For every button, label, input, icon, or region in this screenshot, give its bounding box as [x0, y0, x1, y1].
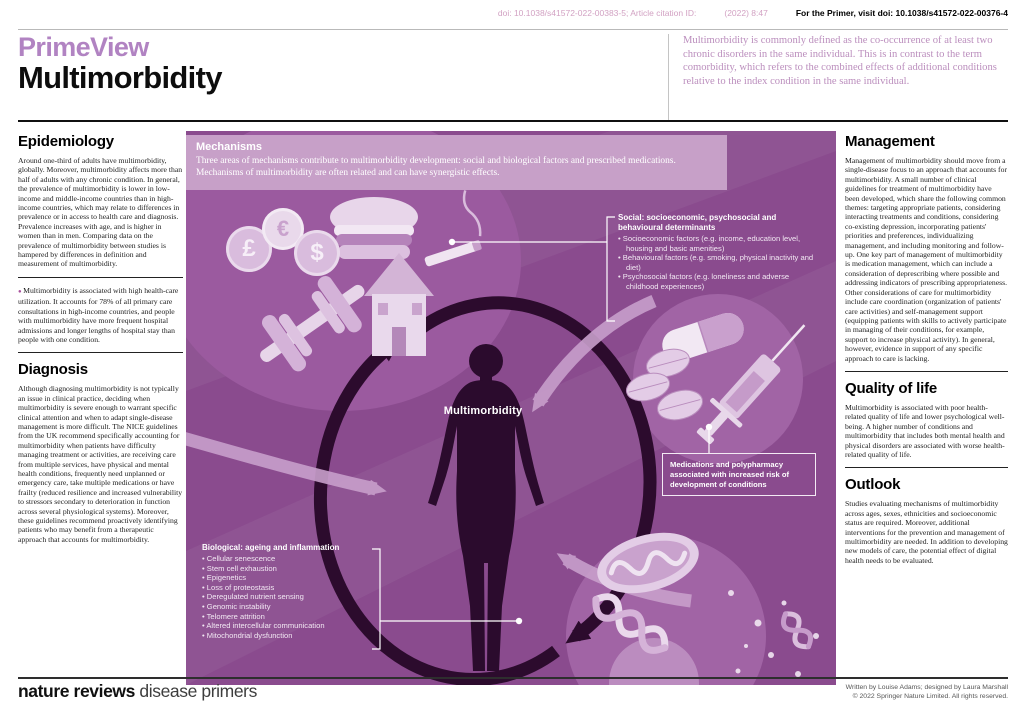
credit-copyright: © 2022 Springer Nature Limited. All rights reserved. [852, 693, 1008, 700]
diagnosis-body: Although diagnosing multimorbidity is not typically an issue in clinical practice, deciding when multimorbidity is severe enough to warrant specific clinical attention and when to adapt single-disease management is more difficult. The NICE guidelines from the UK recommend specifically accounting for multimorbidity when patients have difficulty managing treatment or activities, are receiving care from multiple services, have physical and mental health conditions, frequently need unplanned or emergency care, take multiple medications or have frailty (reduced resilience and increased vulnerability to stressors secondary to deterioration in function across several physiological systems). Moreover, these guidelines recommend proactively identifying patients who may benefit from a therapeutic approach that accounts for multimorbidity. [18, 384, 183, 544]
biological-bullet: • Altered intercellular communication [202, 621, 370, 631]
biological-callout-list [202, 554, 370, 640]
epidemiology-callout: ● Multimorbidity is associated with high health-care utilization. It accounts for 78% of all primary care consultations in high-income countries, and people with multimorbidity have more frequent hospital admissions and longer lengths of hospital stay than people with one condition. [18, 286, 183, 344]
footer-wordmark [18, 683, 257, 701]
diagnosis-heading: Diagnosis [18, 361, 88, 379]
wordmark-disease-primers: disease primers [134, 681, 257, 701]
footer-rule [18, 677, 1008, 679]
definition-text: Multimorbidity is commonly defined as the co-occurrence of at least two chronic disorders in the same individual. This is in contrast to the term comorbidity, which refers to the combined effects of additional conditions relative to the index condition in the same individual. [668, 34, 1008, 120]
biological-bullet: • Cellular senescence [202, 554, 370, 564]
epidemiology-heading: Epidemiology [18, 133, 114, 150]
credits [846, 683, 1008, 701]
right-column [845, 131, 1008, 685]
brand-primeview: PrimeView [18, 32, 149, 62]
biological-bullet: • Deregulated nutrient sensing [202, 592, 370, 602]
top-hairline [18, 29, 1008, 30]
social-bullet: • Behavioural factors (e.g. smoking, physical inactivity and diet) [618, 253, 823, 272]
divider [845, 467, 1008, 468]
dna-small-icon [779, 609, 815, 651]
social-callout-heading: Social: socioeconomic, psychosocial and behavioural determinants [618, 213, 777, 232]
header-rule [18, 120, 1008, 122]
credit-authors: Written by Louise Adams; designed by Laura Marshall [845, 684, 1008, 691]
footer [18, 683, 1008, 701]
mechanisms-header-band [186, 135, 727, 190]
social-bullet: • Socioeconomic factors (e.g. income, education level, housing and basic amenities) [618, 234, 823, 253]
social-bullet: • Psychosocial factors (e.g. loneliness and adverse childhood experiences) [618, 272, 823, 291]
divider [845, 371, 1008, 372]
page-title: Multimorbidity [18, 59, 222, 95]
dollar-coin-icon: $ [294, 230, 340, 276]
quality-of-life-heading: Quality of life [845, 379, 938, 397]
biological-bullet: • Epigenetics [202, 573, 370, 583]
mechanisms-intro: Three areas of mechanisms contribute to multimorbidity development: social and biological factors and prescribed medications. Mechanisms of multimorbidity are often related and can have synergistic effects. [196, 156, 676, 179]
outlook-heading: Outlook [845, 476, 901, 494]
left-column [18, 131, 183, 685]
biological-bullet: • Telomere attrition [202, 612, 370, 622]
article-doi: doi: 10.1038/s41572-022-00383-5; Article citation ID: [497, 8, 697, 18]
burger-icon [330, 197, 418, 259]
divider [18, 352, 183, 353]
management-body: Management of multimorbidity should move from a single-disease focus to an approach that accounts for multimorbidity. A small number of clinical guidelines for treatment of multimorbidity have been developed, which share the following common themes: targeting appropriate patients, considering interacting treatments and conditions, considering co-existing depression, incorporating patients' priorities and preferences, individualizing management, and including monitoring and follow-up. One key part of management of multimorbidity is medication management, which can include a consideration of deprescribing where possible and addressing indicators of prescribing appropriateness. Other considerations of care for multimorbidity include care coordination (organization of patients' care activities) and self-management support (equipping patients with skills to actively participate in managing of their conditions, for example, support to increase physical activity). In general, however, evidence in support of any specific approach to care is lacking. [845, 156, 1008, 363]
meta-bar [18, 8, 1008, 18]
mechanisms-panel [186, 131, 836, 685]
biological-callout [202, 543, 370, 640]
management-heading: Management [845, 133, 935, 150]
biological-bullet: • Stem cell exhaustion [202, 564, 370, 574]
epidemiology-body: Around one-third of adults have multimorbidity, globally. Moreover, multimorbidity affects more than half of adults with any chronic condition. In general, the prevalence of multimorbidity is lower in low-income and middle-income countries than in high-income countries, which may relate to differences in prevalence or in access to health care and diagnosis. Prevalence increases with age, and is higher in women than in men. Comparing data on the prevalence of multimorbidity between studies is hampered by differences in definition and measurement of multimorbidity. [18, 156, 183, 269]
biological-bullet: • Mitochondrial dysfunction [202, 631, 370, 641]
multimorbidity-center-label: Multimorbidity [443, 405, 523, 417]
pound-coin-icon: £ [226, 226, 272, 272]
header [18, 34, 1008, 118]
biological-bullet: • Genomic instability [202, 602, 370, 612]
article-citation: (2022) 8:47 [724, 8, 768, 18]
quality-of-life-body: Multimorbidity is associated with poor health-related quality of life and lower psychological well-being. A higher number of conditions and multimorbidity that includes both mental health and physical disorders are associated with worse health-related quality of life. [845, 402, 1005, 459]
wordmark-nature-reviews: nature reviews [18, 681, 135, 701]
medications-callout: Medications and polypharmacy associated with increased risk of development of conditions [662, 453, 816, 496]
primer-doi-link[interactable]: For the Primer, visit doi: 10.1038/s41572-022-00376-4 [795, 8, 1008, 18]
biological-bullet: • Loss of proteostasis [202, 583, 370, 593]
mechanisms-heading: Mechanisms [196, 141, 263, 153]
social-callout [618, 213, 823, 292]
divider [18, 277, 183, 278]
outlook-body: Studies evaluating mechanisms of multimorbidity across ages, sexes, ethnicities and socioeconomic status are required. Moreover, additional interventions for the prevention and management of multimorbidity are needed. In addition to developing new models of care, the potential effect of digital health needs to be evaluated. [845, 499, 1008, 565]
biological-callout-heading: Biological: ageing and inflammation [202, 543, 340, 552]
social-callout-list [618, 234, 823, 292]
euro-coin-icon: € [262, 208, 304, 250]
